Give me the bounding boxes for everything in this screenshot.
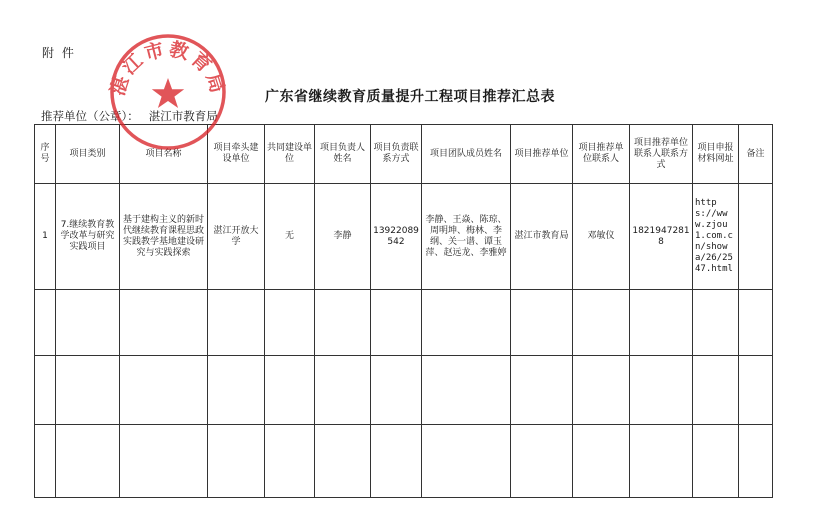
cell-no: 1 [35, 184, 56, 290]
header-cell-category: 项目类别 [56, 125, 120, 184]
cell-remark [739, 184, 773, 290]
cell-rec-contact: 邓敏仪 [573, 184, 630, 290]
cell-leader: 李静 [315, 184, 371, 290]
cell-lead-unit: 湛江开放大学 [208, 184, 265, 290]
cell-rec-phone: 18219472818 [630, 184, 693, 290]
header-cell-rec-unit: 项目推荐单位 [511, 125, 573, 184]
recommender-label: 推荐单位（公章）： [41, 109, 139, 123]
table-row-empty [35, 356, 773, 425]
header-cell-co-unit: 共同建设单位 [265, 125, 315, 184]
cell-category: 7.继续教育教学改革与研究实践项目 [56, 184, 120, 290]
cell-leader-phone: 13922089542 [371, 184, 422, 290]
recommender-unit: 湛江市教育局 [148, 109, 218, 123]
table-row-empty [35, 290, 773, 356]
table-row-empty [35, 425, 773, 498]
header-cell-lead-unit: 项目牵头建设单位 [208, 125, 265, 184]
cell-name: 基于建构主义的新时代继续教育课程思政实践教学基地建设研究与实践探索 [120, 184, 208, 290]
header-cell-rec-phone: 项目推荐单位联系人联系方式 [630, 125, 693, 184]
cell-co-unit: 无 [265, 184, 315, 290]
table-header-row [35, 125, 773, 184]
cell-url-link[interactable]: https://www.zjou1.com.cn/showa/26/2547.html [693, 184, 739, 290]
document-title: 广东省继续教育质量提升工程项目推荐汇总表 [265, 89, 555, 105]
header-cell-url: 项目申报材料网址 [693, 125, 739, 184]
header-cell-team: 项目团队成员姓名 [422, 125, 511, 184]
recommender-line [41, 108, 218, 124]
cell-team: 李静、王焱、陈琼、周明坤、梅林、李纲、关一谱、谭玉萍、赵远龙、李雅婷 [422, 184, 511, 290]
header-cell-remark: 备注 [739, 125, 773, 184]
header-cell-leader: 项目负责人姓名 [315, 125, 371, 184]
header-cell-name: 项目名称 [120, 125, 208, 184]
header-cell-leader-phone: 项目负责联系方式 [371, 125, 422, 184]
table-row [35, 184, 773, 290]
header-cell-no: 序号 [35, 125, 56, 184]
attachment-label: 附 件 [42, 46, 76, 60]
svg-text:湛江市教育局: 湛江市教育局 [106, 38, 230, 99]
header-cell-rec-contact: 项目推荐单位联系人 [573, 125, 630, 184]
summary-table [34, 124, 773, 498]
cell-rec-unit: 湛江市教育局 [511, 184, 573, 290]
